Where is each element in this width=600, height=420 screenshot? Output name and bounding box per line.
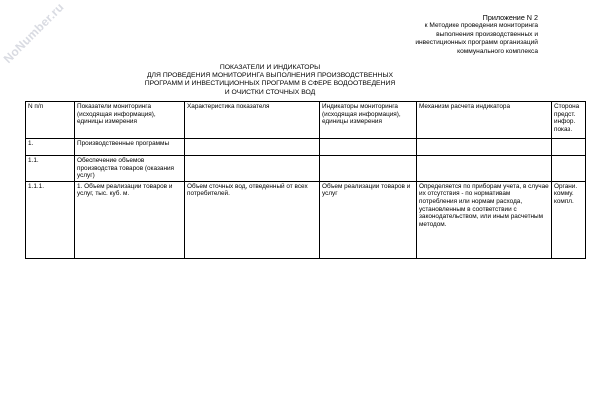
table-cell	[552, 139, 586, 156]
appendix-line: выполнения производственных и	[436, 30, 538, 38]
table-cell	[185, 139, 320, 156]
table-cell: Определяется по приборам учета, в случае их отсутствия - по нормативам потребления или нормам расхода, установленным в соответствии с законодательством, или иным расчетным методом.	[417, 181, 552, 258]
appendix-line: к Методике проведения мониторинга	[424, 22, 538, 30]
title-line: ПОКАЗАТЕЛИ И ИНДИКАТОРЫ	[219, 64, 321, 71]
table-cell	[552, 156, 586, 182]
table-cell	[320, 156, 417, 182]
table-cell: Обеспечение объемов производства товаров (оказания услуг)	[75, 156, 185, 182]
document-title	[130, 64, 410, 97]
table-cell: Объем сточных вод, отведенный от всех потребителей.	[185, 181, 320, 258]
table-cell	[185, 156, 320, 182]
table-row	[26, 139, 586, 156]
table-cell	[417, 156, 552, 182]
table-cell: Органи. комму. компл.	[552, 181, 586, 258]
indicators-table	[25, 101, 586, 259]
title-line: И ОЧИСТКИ СТОЧНЫХ ВОД	[224, 88, 316, 96]
table-cell: 1.1.	[26, 156, 75, 182]
header-monitoring-indicators: Индикаторы мониторинга (исходящая информация), единицы измерения	[320, 102, 417, 139]
appendix-block	[415, 14, 538, 56]
table-row	[26, 156, 586, 182]
header-side: Сторона предст. инфор. показ.	[552, 102, 586, 139]
title-line: ДЛЯ ПРОВЕДЕНИЯ МОНИТОРИНГА ВЫПОЛНЕНИЯ ПРОИЗВОДСТВЕННЫХ	[146, 72, 394, 80]
header-number: N п/п	[26, 102, 75, 139]
table-cell: 1.	[26, 139, 75, 156]
table-cell: 1.1.1.	[26, 181, 75, 258]
title-line: ПРОГРАММ И ИНВЕСТИЦИОННЫХ ПРОГРАММ В СФЕРЕ ВОДООТВЕДЕНИЯ	[144, 80, 396, 88]
appendix-line: инвестиционных программ организаций	[415, 39, 538, 47]
table-row	[26, 181, 586, 258]
appendix-title: Приложение N 2	[482, 13, 538, 22]
watermark-text: NoNumber.ru	[0, 0, 67, 66]
table-cell: 1. Объем реализации товаров и услуг, тыс. куб. м.	[75, 181, 185, 258]
table-header-row	[26, 102, 586, 139]
table-cell: Производственные программы	[75, 139, 185, 156]
table-cell: Объем реализации товаров и услуг	[320, 181, 417, 258]
header-calculation-mechanism: Механизм расчета индикатора	[417, 102, 552, 139]
header-indicators: Показатели мониторинга (исходящая информация), единицы измерения	[75, 102, 185, 139]
appendix-line: коммунального комплекса	[457, 47, 538, 55]
header-characteristic: Характеристика показателя	[185, 102, 320, 139]
table-cell	[320, 139, 417, 156]
table-cell	[417, 139, 552, 156]
